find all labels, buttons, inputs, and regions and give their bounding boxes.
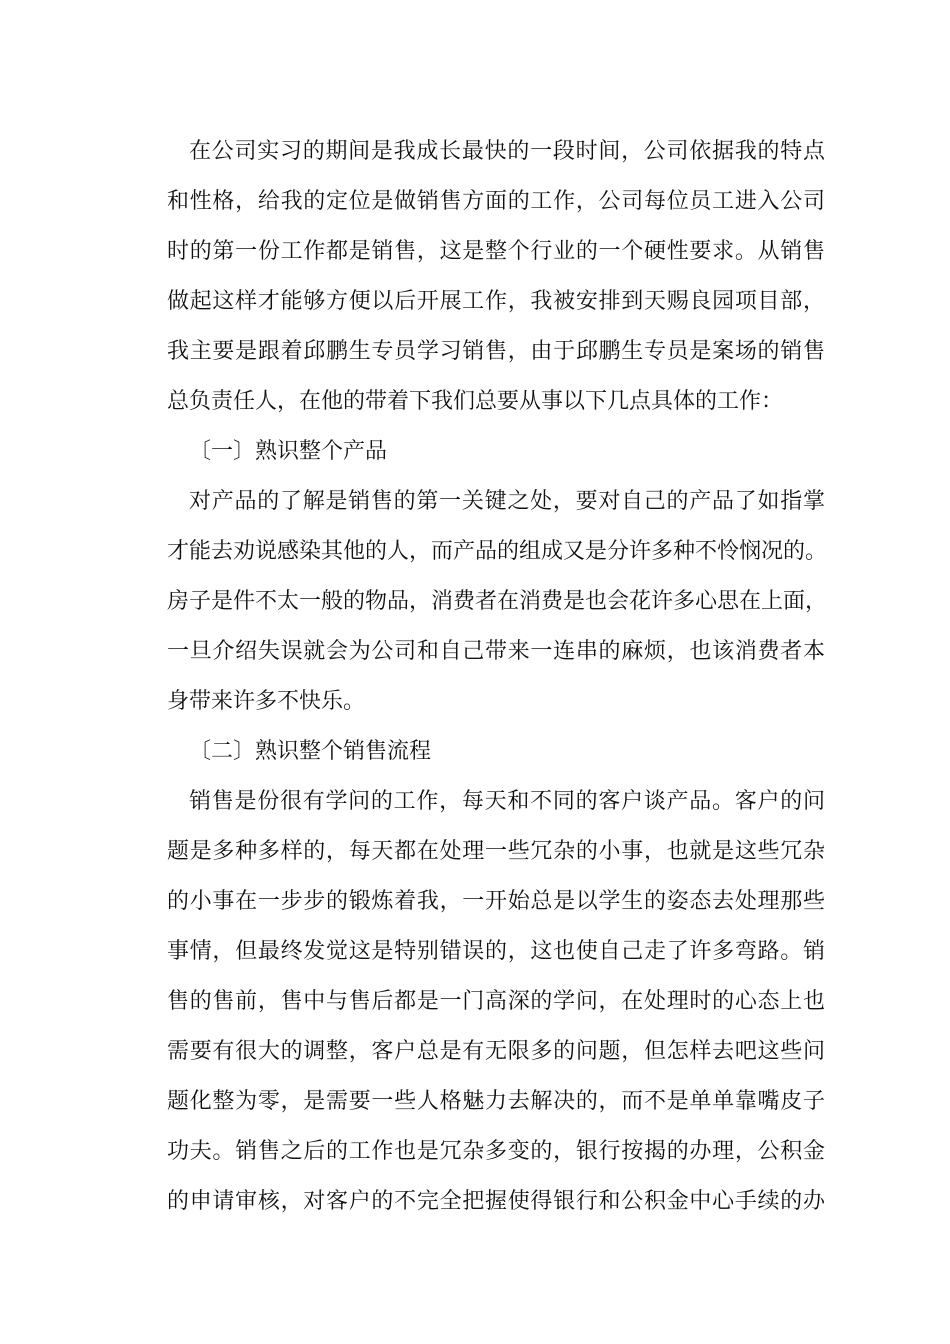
text-line: 总负责任人，在他的带着下我们总要从事以下几点具体的工作： xyxy=(167,389,784,414)
text-line: 在公司实习的期间是我成长最快的一段时间，公司依据我的特点 xyxy=(189,139,825,164)
text-line: 售的售前，售中与售后都是一门高深的学问，在处理时的心态上也 xyxy=(167,989,825,1014)
text-line: 对产品的了解是销售的第一关键之处，要对自己的产品了如指掌 xyxy=(189,489,825,514)
section-heading-sales-process xyxy=(145,727,825,777)
heading-text: 〔二〕熟识整个销售流程 xyxy=(189,739,432,764)
text-line: 和性格，给我的定位是做销售方面的工作，公司每位员工进入公司 xyxy=(167,189,825,214)
paragraph-sales-process xyxy=(145,777,825,1227)
section-heading-product xyxy=(145,427,825,477)
paragraph-internship-intro xyxy=(145,127,825,427)
text-line: 做起这样才能够方便以后开展工作，我被安排到天赐良园项目部， xyxy=(167,289,825,314)
text-line: 功夫。销售之后的工作也是冗杂多变的，银行按揭的办理，公积金 xyxy=(167,1139,825,1164)
text-line: 销售是份很有学问的工作，每天和不同的客户谈产品。客户的问 xyxy=(189,789,825,814)
text-line: 房子是件不太一般的物品，消费者在消费是也会花许多心思在上面， xyxy=(167,589,828,614)
text-line: 一旦介绍失误就会为公司和自己带来一连串的麻烦，也该消费者本 xyxy=(167,639,825,664)
text-line: 的申请审核，对客户的不完全把握使得银行和公积金中心手续的办 xyxy=(167,1189,825,1214)
text-line: 才能去劝说感染其他的人，而产品的组成又是分许多种不怜悯况的。 xyxy=(167,539,828,564)
text-line: 时的第一份工作都是销售，这是整个行业的一个硬性要求。从销售 xyxy=(167,239,825,264)
text-line: 需要有很大的调整，客户总是有无限多的问题，但怎样去吧这些问 xyxy=(167,1039,825,1064)
text-line: 身带来许多不快乐。 xyxy=(167,689,366,714)
text-line: 题是多种多样的，每天都在处理一些冗杂的小事，也就是这些冗杂 xyxy=(167,839,825,864)
heading-text: 〔一〕熟识整个产品 xyxy=(189,439,388,464)
document-body xyxy=(145,127,828,1227)
paragraph-product-knowledge xyxy=(145,477,828,727)
text-line: 的小事在一步步的锻炼着我，一开始总是以学生的姿态去处理那些 xyxy=(167,889,825,914)
text-line: 我主要是跟着邱鹏生专员学习销售，由于邱鹏生专员是案场的销售 xyxy=(167,339,825,364)
text-line: 题化整为零，是需要一些人格魅力去解决的，而不是单单靠嘴皮子 xyxy=(167,1089,825,1114)
text-line: 事情，但最终发觉这是特别错误的，这也使自己走了许多弯路。销 xyxy=(167,939,825,964)
